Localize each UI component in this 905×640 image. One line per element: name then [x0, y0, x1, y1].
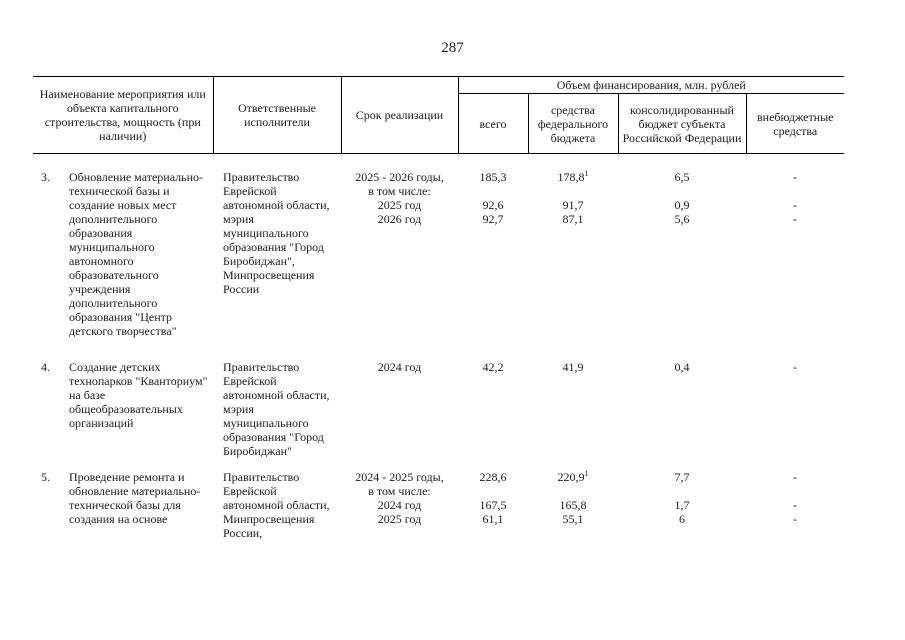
footnote-mark: 1	[584, 169, 589, 178]
cell-regional-line: 6,5	[674, 170, 690, 184]
header-executors: Ответственные исполнители	[213, 77, 341, 154]
cell-extra-line: -	[793, 512, 797, 526]
cell-extra	[746, 360, 844, 458]
cell-total-line: 167,5	[479, 498, 507, 512]
cell-extra-line: -	[793, 360, 797, 374]
cell-term-line: 2025 - 2026 годы,	[355, 170, 444, 184]
cell-regional-line: 5,6	[674, 212, 690, 226]
cell-total-line: 92,6	[482, 198, 504, 212]
row-name: Создание детских технопарков "Кванториум" на базе общеобразовательных организаций	[69, 360, 208, 430]
cell-term	[341, 470, 458, 540]
cell-extra-line	[749, 184, 841, 198]
cell-executors: Правительство Еврейской автономной области, мэрия муниципального образования "Город Биробиджан", Минпросвещения России	[223, 170, 330, 296]
cell-federal-line	[531, 184, 615, 198]
header-federal: средства федерального бюджета	[528, 94, 618, 154]
cell-term-line: 2024 - 2025 годы,	[355, 470, 444, 484]
header-name: Наименование мероприятия или объекта капитального строительства, мощность (при наличии)	[33, 77, 213, 154]
cell-regional	[618, 170, 746, 338]
cell-extra-line: -	[793, 470, 797, 484]
cell-regional-line	[621, 184, 743, 198]
row-index: 4.	[41, 360, 50, 374]
financing-table	[33, 76, 844, 540]
cell-extra-line: -	[793, 170, 797, 184]
row-spacer	[33, 458, 844, 470]
cell-total-line: 42,2	[482, 360, 504, 374]
cell-federal-line: 178,8	[557, 170, 585, 184]
cell-federal-line: 91,7	[562, 198, 584, 212]
cell-federal-line	[531, 484, 615, 498]
cell-federal-line: 55,1	[562, 512, 584, 526]
cell-name	[33, 360, 213, 458]
cell-federal-line: 220,9	[557, 470, 585, 484]
table-row	[33, 170, 844, 338]
cell-term-line: 2025 год	[377, 512, 422, 526]
header-regional: консолидированный бюджет субъекта Российской Федерации	[618, 94, 746, 154]
cell-extra	[746, 470, 844, 540]
row-spacer	[33, 154, 844, 171]
row-index: 5.	[41, 470, 50, 484]
cell-federal	[528, 470, 618, 540]
cell-total	[458, 360, 528, 458]
cell-extra-line: -	[793, 212, 797, 226]
table-row	[33, 360, 844, 458]
cell-federal-line: 41,9	[562, 360, 584, 374]
cell-term-line: 2024 год	[377, 360, 422, 374]
cell-executors: Правительство Еврейской автономной области, Минпросвещения России,	[223, 470, 330, 540]
cell-federal-line: 87,1	[562, 212, 584, 226]
cell-executors: Правительство Еврейской автономной области, мэрия муниципального образования "Город Биробиджан"	[223, 360, 330, 458]
cell-term-line: в том числе:	[368, 184, 431, 198]
cell-name	[33, 170, 213, 338]
row-index: 3.	[41, 170, 50, 184]
cell-total-line: 92,7	[482, 212, 504, 226]
row-name: Обновление материально-технической базы и создание новых мест дополнительного образования муниципального автономного образовательного учреждения дополнительного образования "Центр детского творчества"	[69, 170, 204, 338]
cell-term	[341, 170, 458, 338]
cell-term-line: в том числе:	[368, 484, 431, 498]
cell-extra	[746, 170, 844, 338]
cell-total-line: 61,1	[482, 512, 504, 526]
cell-regional-line: 7,7	[674, 470, 690, 484]
cell-total-line	[461, 184, 525, 198]
cell-total	[458, 170, 528, 338]
cell-extra-line	[749, 484, 841, 498]
header-total: всего	[458, 94, 528, 154]
cell-term-line: 2025 год	[377, 198, 422, 212]
cell-federal-line-wrap	[531, 170, 615, 184]
cell-regional-line: 6	[679, 512, 685, 526]
cell-extra-line: -	[793, 498, 797, 512]
cell-regional-line: 0,9	[674, 198, 690, 212]
header-extra: внебюджетные средства	[746, 94, 844, 154]
cell-regional	[618, 360, 746, 458]
table-body	[33, 154, 844, 541]
cell-federal	[528, 170, 618, 338]
cell-regional-line: 0,4	[674, 360, 690, 374]
cell-name	[33, 470, 213, 540]
table-row	[33, 470, 844, 540]
header-financing-group: Объем финансирования, млн. рублей	[458, 77, 844, 94]
cell-term-line: 2026 год	[377, 212, 422, 226]
cell-regional-line	[621, 484, 743, 498]
cell-regional	[618, 470, 746, 540]
cell-term-line: 2024 год	[377, 498, 422, 512]
cell-total-line	[461, 484, 525, 498]
cell-term	[341, 360, 458, 458]
cell-total-line: 185,3	[479, 170, 507, 184]
footnote-mark: 1	[584, 469, 589, 478]
page-number: 287	[441, 40, 464, 56]
cell-federal	[528, 360, 618, 458]
cell-extra-line: -	[793, 198, 797, 212]
cell-regional-line: 1,7	[674, 498, 690, 512]
cell-total	[458, 470, 528, 540]
cell-federal-line-wrap	[531, 470, 615, 484]
cell-total-line: 228,6	[479, 470, 507, 484]
row-name: Проведение ремонта и обновление материально-технической базы для создания на основе	[69, 470, 201, 526]
row-spacer	[33, 338, 844, 360]
cell-federal-line: 165,8	[559, 498, 587, 512]
header-term: Срок реализации	[341, 77, 458, 154]
